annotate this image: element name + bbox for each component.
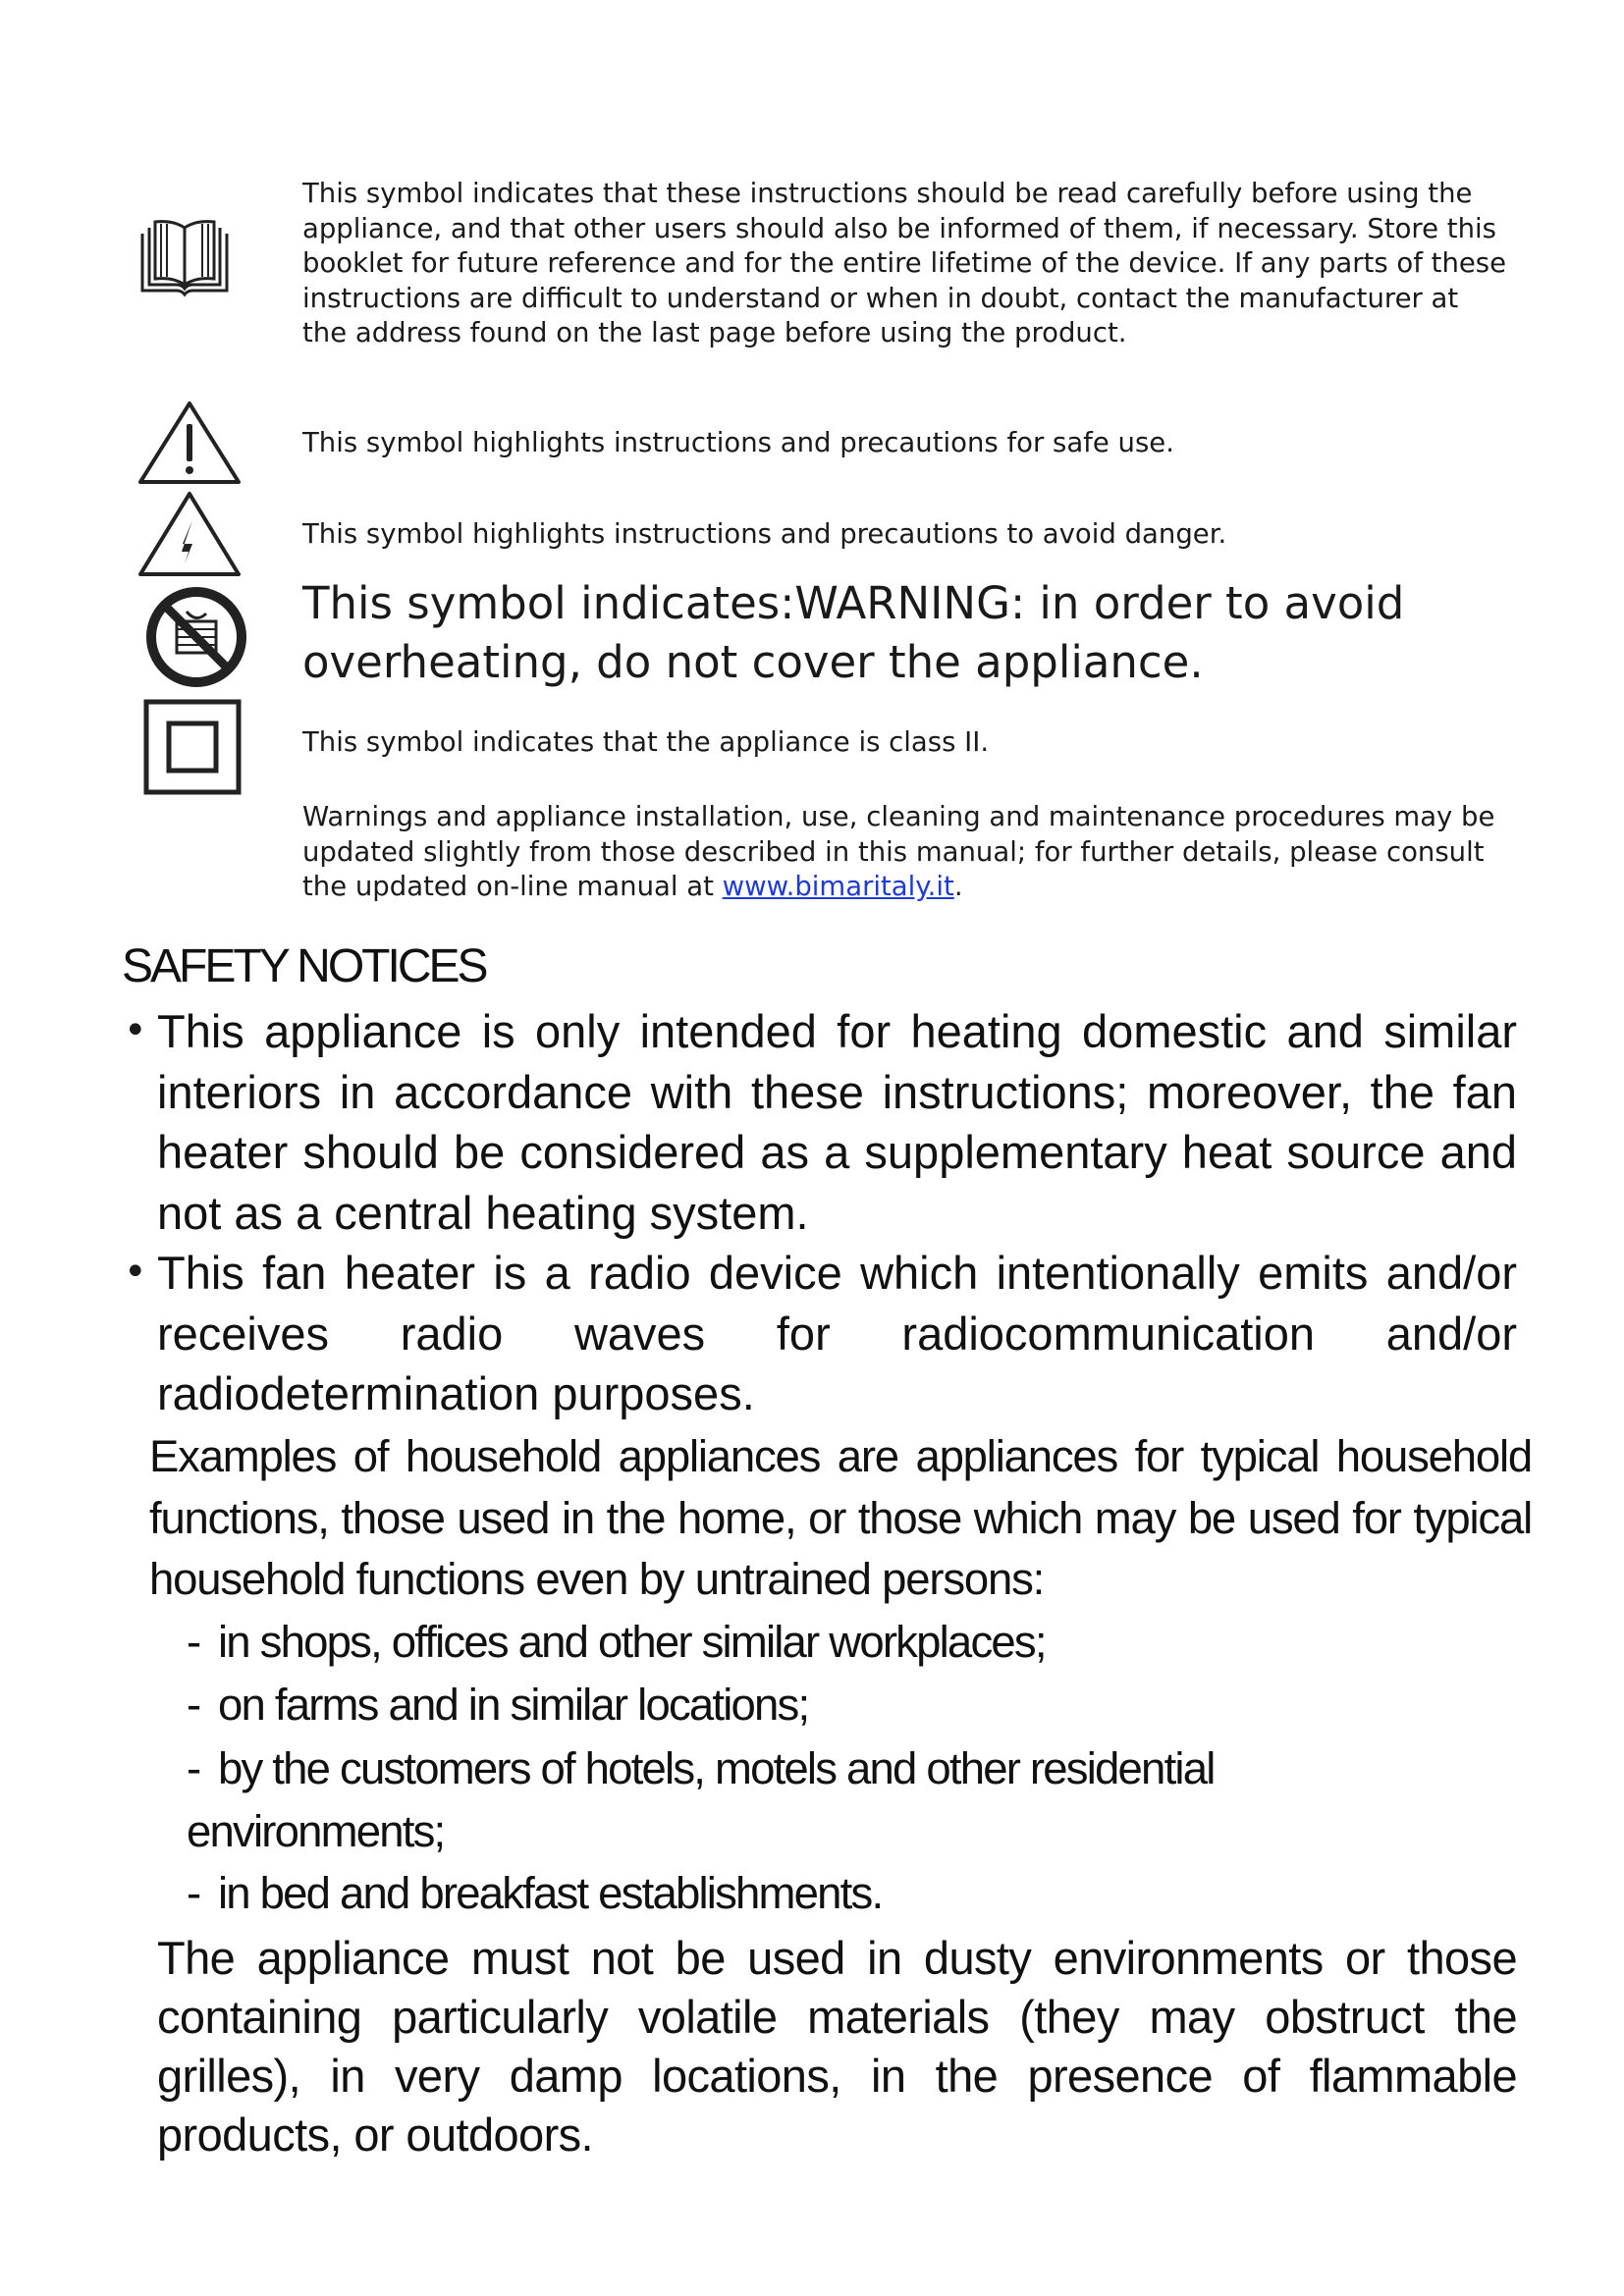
warning-triangle-icon (137, 400, 242, 485)
example-item-hotels: by the customers of hotels, motels and other residential environments; (187, 1743, 1215, 1856)
update-note-text: Warnings and appliance installation, use, cleaning and maintenance procedures may be updated slightly from those described in this manual; for further details, please consult the updated on-line manual at (302, 801, 1495, 902)
electric-hazard-icon (137, 491, 242, 577)
list-dash: - (187, 1743, 202, 1793)
manual-website-link[interactable]: www.bimaritaly.it (722, 871, 954, 902)
example-item-farms: on farms and in similar locations; (218, 1680, 809, 1730)
class-ii-icon (143, 699, 242, 795)
symbol-text-avoid-danger: This symbol highlights instructions and precautions to avoid danger. (302, 518, 1227, 550)
safety-notices-heading: SAFETY NOTICES (122, 940, 486, 992)
do-not-cover-icon (143, 584, 249, 690)
symbol-text-class-ii: This symbol indicates that the appliance is class II. (302, 726, 990, 758)
list-dash: - (187, 1868, 202, 1918)
example-item-shops: in shops, offices and other similar workplaces; (218, 1617, 1046, 1667)
symbol-text-do-not-cover: This symbol indicates:WARNING: in order to avoid overheating, do not cover the appliance. (302, 577, 1405, 688)
example-item-bnb: in bed and breakfast establishments. (218, 1868, 883, 1918)
list-dash: - (187, 1680, 202, 1730)
symbol-text-manual: This symbol indicates that these instructions should be read carefully before using the appliance, and that other users should also be informed of them, if necessary. Store this booklet for future reference and for the entire lifetime of the device. If any parts of these instructions are difficult to understand or when in doubt, contact the manufacturer at the address found on the last page before using the product. (302, 178, 1507, 348)
safety-bullet-1: This appliance is only intended for heating domestic and similar interiors in accordance with these instructions; moreover, the fan heater should be considered as a supplementary heat source and not as a central heating system. (157, 1005, 1517, 1239)
safety-bullet-2: This fan heater is a radio device which intentionally emits and/or receives radio waves for radiocommunication and/or radiodetermination purposes. (157, 1247, 1517, 1419)
usage-restrictions-paragraph: The appliance must not be used in dusty environments or those containing particularly volatile materials (they may obstruct the grilles), in very damp locations, in the presence of flammable products, or outdoors. (157, 1932, 1517, 2161)
bullet-icon: • (124, 1250, 147, 1295)
symbol-text-safe-use: This symbol highlights instructions and precautions for safe use. (302, 427, 1174, 458)
bullet-icon: • (124, 1008, 147, 1053)
update-note (302, 800, 1500, 905)
manual-book-icon (137, 218, 232, 298)
list-dash: - (187, 1617, 202, 1667)
update-note-suffix: . (953, 871, 963, 902)
examples-intro: Examples of household appliances are appliances for typical household functions, those used in the home, or those which may be used for typical household functions even by untrained persons: (149, 1431, 1532, 1604)
